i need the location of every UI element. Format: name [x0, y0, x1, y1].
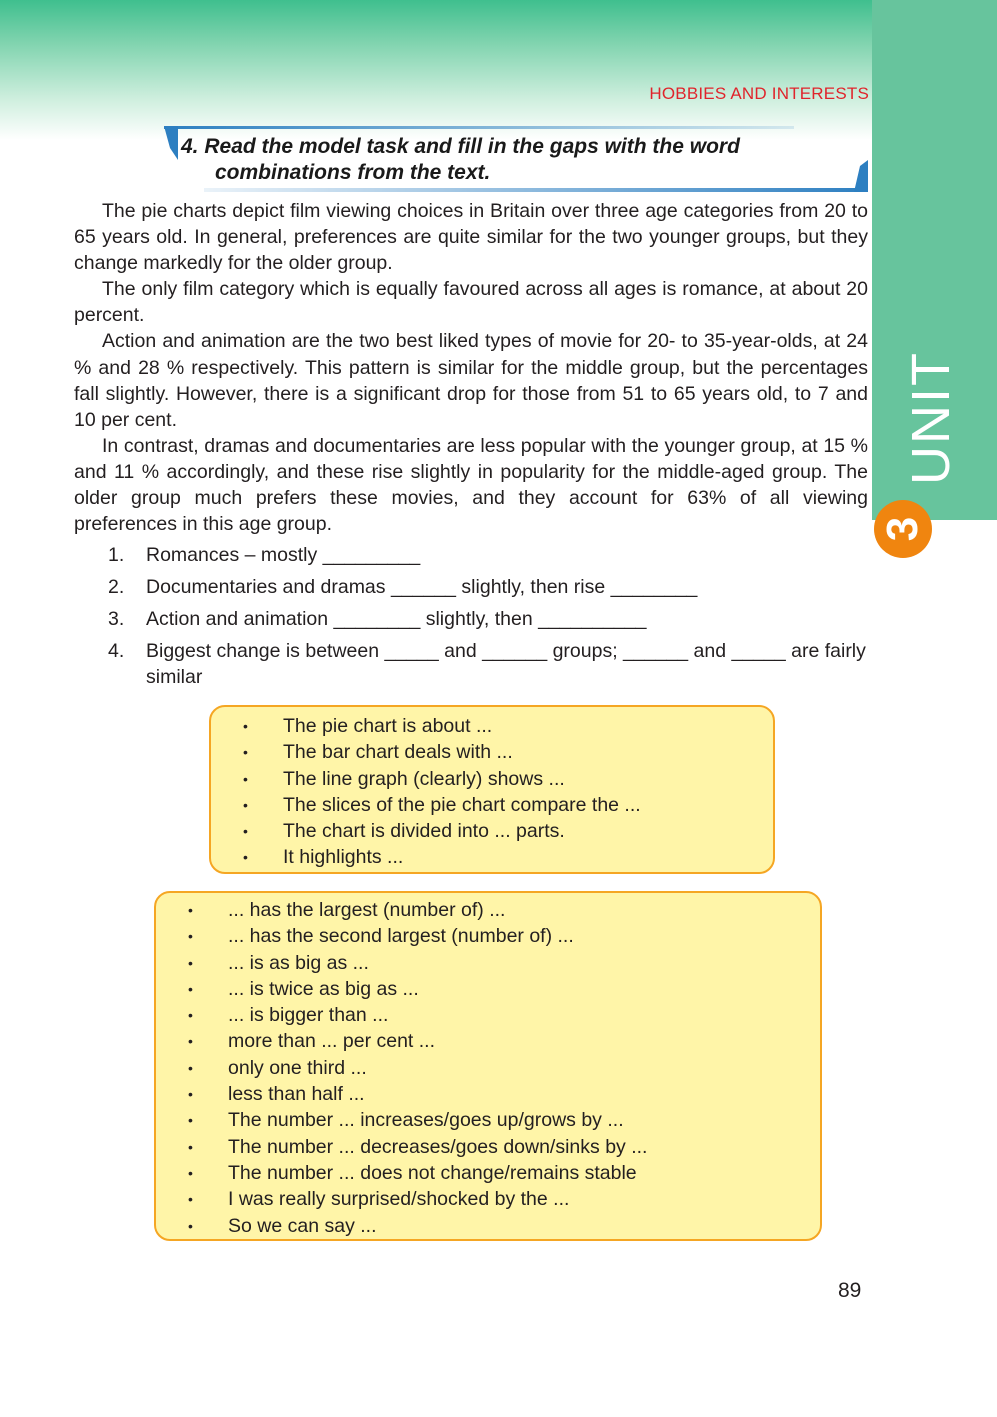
header-gradient-band [0, 0, 997, 140]
phrase-item [188, 1081, 820, 1107]
phrase-text: ... has the second largest (number of) ... [228, 925, 574, 948]
phrase-item [243, 766, 773, 792]
phrase-item [188, 897, 820, 923]
list-item [108, 606, 868, 632]
phrase-text: The slices of the pie chart compare the ... [283, 793, 641, 816]
phrase-text: only one third ... [228, 1056, 367, 1079]
paragraph: Action and animation are the two best liked types of movie for 20- to 35-year-olds, at 24 % and 28 % respectively. This pattern is similar for the middle group, but the percentages fall slightly. However, there is a significant drop for those from 51 to 65 years old, to 7 and 10 per cent. [74, 330, 868, 431]
phrase-text: I was really surprised/shocked by the ... [228, 1188, 570, 1211]
phrase-text: ... is as big as ... [228, 951, 369, 974]
phrase-item [188, 1213, 820, 1239]
bullet-icon: • [243, 744, 248, 761]
running-head: HOBBIES AND INTERESTS [649, 84, 869, 103]
phrase-text: ... is bigger than ... [228, 1004, 389, 1027]
bullet-icon: • [188, 1059, 193, 1076]
item-number: 1. [108, 544, 125, 566]
bullet-icon: • [188, 928, 193, 945]
task-instruction-line2: combinations from the text. [215, 161, 491, 184]
phrase-text: The number ... decreases/goes down/sinks by ... [228, 1135, 648, 1158]
phrase-text: The pie chart is about ... [283, 715, 493, 737]
bullet-icon: • [188, 902, 193, 918]
phrase-item [188, 950, 820, 976]
phrase-item [188, 1028, 820, 1054]
phrase-text: more than ... per cent ... [228, 1030, 436, 1053]
phrase-item [188, 1055, 820, 1081]
unit-label: UNIT [901, 351, 961, 485]
bullet-icon: • [243, 849, 248, 866]
phrase-text: It highlights ... [283, 846, 404, 869]
phrase-text: less than half ... [228, 1083, 365, 1106]
phrase-item [243, 713, 773, 739]
phrase-box-intro [209, 705, 775, 874]
bullet-icon: • [243, 796, 248, 813]
paragraph: In contrast, dramas and documentaries are less popular with the younger group, at 15 % and 11 % accordingly, and these rise slightly in popularity for the middle-aged group. The older group much prefers these movies, and they account for 63% of all viewing preferences in this age group. [74, 434, 868, 536]
phrase-text: The line graph (clearly) shows ... [283, 767, 565, 790]
item-number: 4. [108, 640, 125, 662]
bullet-icon: • [243, 823, 248, 840]
bullet-icon: • [188, 1164, 193, 1181]
phrase-item [243, 818, 773, 844]
phrase-item [188, 1107, 820, 1133]
model-text [74, 198, 868, 537]
item-text: Action and animation ________ slightly, then __________ [146, 608, 647, 630]
task-instruction [181, 134, 871, 186]
bullet-icon: • [188, 1191, 193, 1208]
bullet-icon: • [188, 1033, 193, 1050]
item-text: Documentaries and dramas ______ slightly, then rise ________ [146, 576, 698, 598]
gap-fill-list [108, 542, 868, 696]
phrase-text: ... has the largest (number of) ... [228, 899, 506, 921]
phrase-text: The number ... increases/goes up/grows by ... [228, 1109, 624, 1132]
task-instruction-line1: 4. Read the model task and fill in the gaps with the word [181, 135, 740, 158]
bullet-icon: • [188, 1086, 193, 1103]
bullet-icon: • [188, 1112, 193, 1129]
bullet-icon: • [188, 980, 193, 997]
page-number: 89 [838, 1279, 862, 1302]
phrase-text: So we can say ... [228, 1214, 377, 1237]
phrase-item [188, 923, 820, 949]
phrase-text: The chart is divided into ... parts. [283, 820, 565, 843]
phrase-box-comparison [154, 891, 822, 1241]
phrase-item [243, 844, 773, 870]
paragraph: The pie charts depict film viewing choices in Britain over three age categories from 20 to 65 years old. In general, preferences are quite similar for the two younger groups, but they change markedly for the older group. [74, 200, 868, 275]
item-text: Biggest change is between _____ and ______ groups; ______ and _____ are fairly similar [146, 640, 866, 688]
phrase-item [243, 792, 773, 818]
phrase-item [188, 1160, 820, 1186]
paragraph: The only film category which is equally favoured across all ages is romance, at about 20 percent. [74, 278, 868, 327]
bullet-icon: • [188, 1138, 193, 1155]
phrase-text: The bar chart deals with ... [283, 741, 513, 764]
bullet-icon: • [243, 718, 248, 734]
item-number: 3. [108, 608, 125, 630]
list-item [108, 542, 868, 568]
phrase-item [188, 1186, 820, 1212]
bullet-icon: • [243, 770, 248, 787]
bullet-icon: • [188, 954, 193, 971]
unit-number: 3 [878, 516, 927, 542]
bullet-icon: • [188, 1007, 193, 1024]
list-item [108, 638, 868, 690]
phrase-text: The number ... does not change/remains stable [228, 1161, 637, 1184]
phrase-item [188, 976, 820, 1002]
phrase-text: ... is twice as big as ... [228, 977, 419, 1000]
phrase-item [243, 739, 773, 765]
item-number: 2. [108, 576, 125, 598]
bullet-icon: • [188, 1217, 193, 1234]
list-item [108, 574, 868, 600]
item-text: Romances – mostly _________ [146, 544, 421, 566]
phrase-item [188, 1134, 820, 1160]
phrase-item [188, 1002, 820, 1028]
unit-number-badge [874, 500, 932, 558]
